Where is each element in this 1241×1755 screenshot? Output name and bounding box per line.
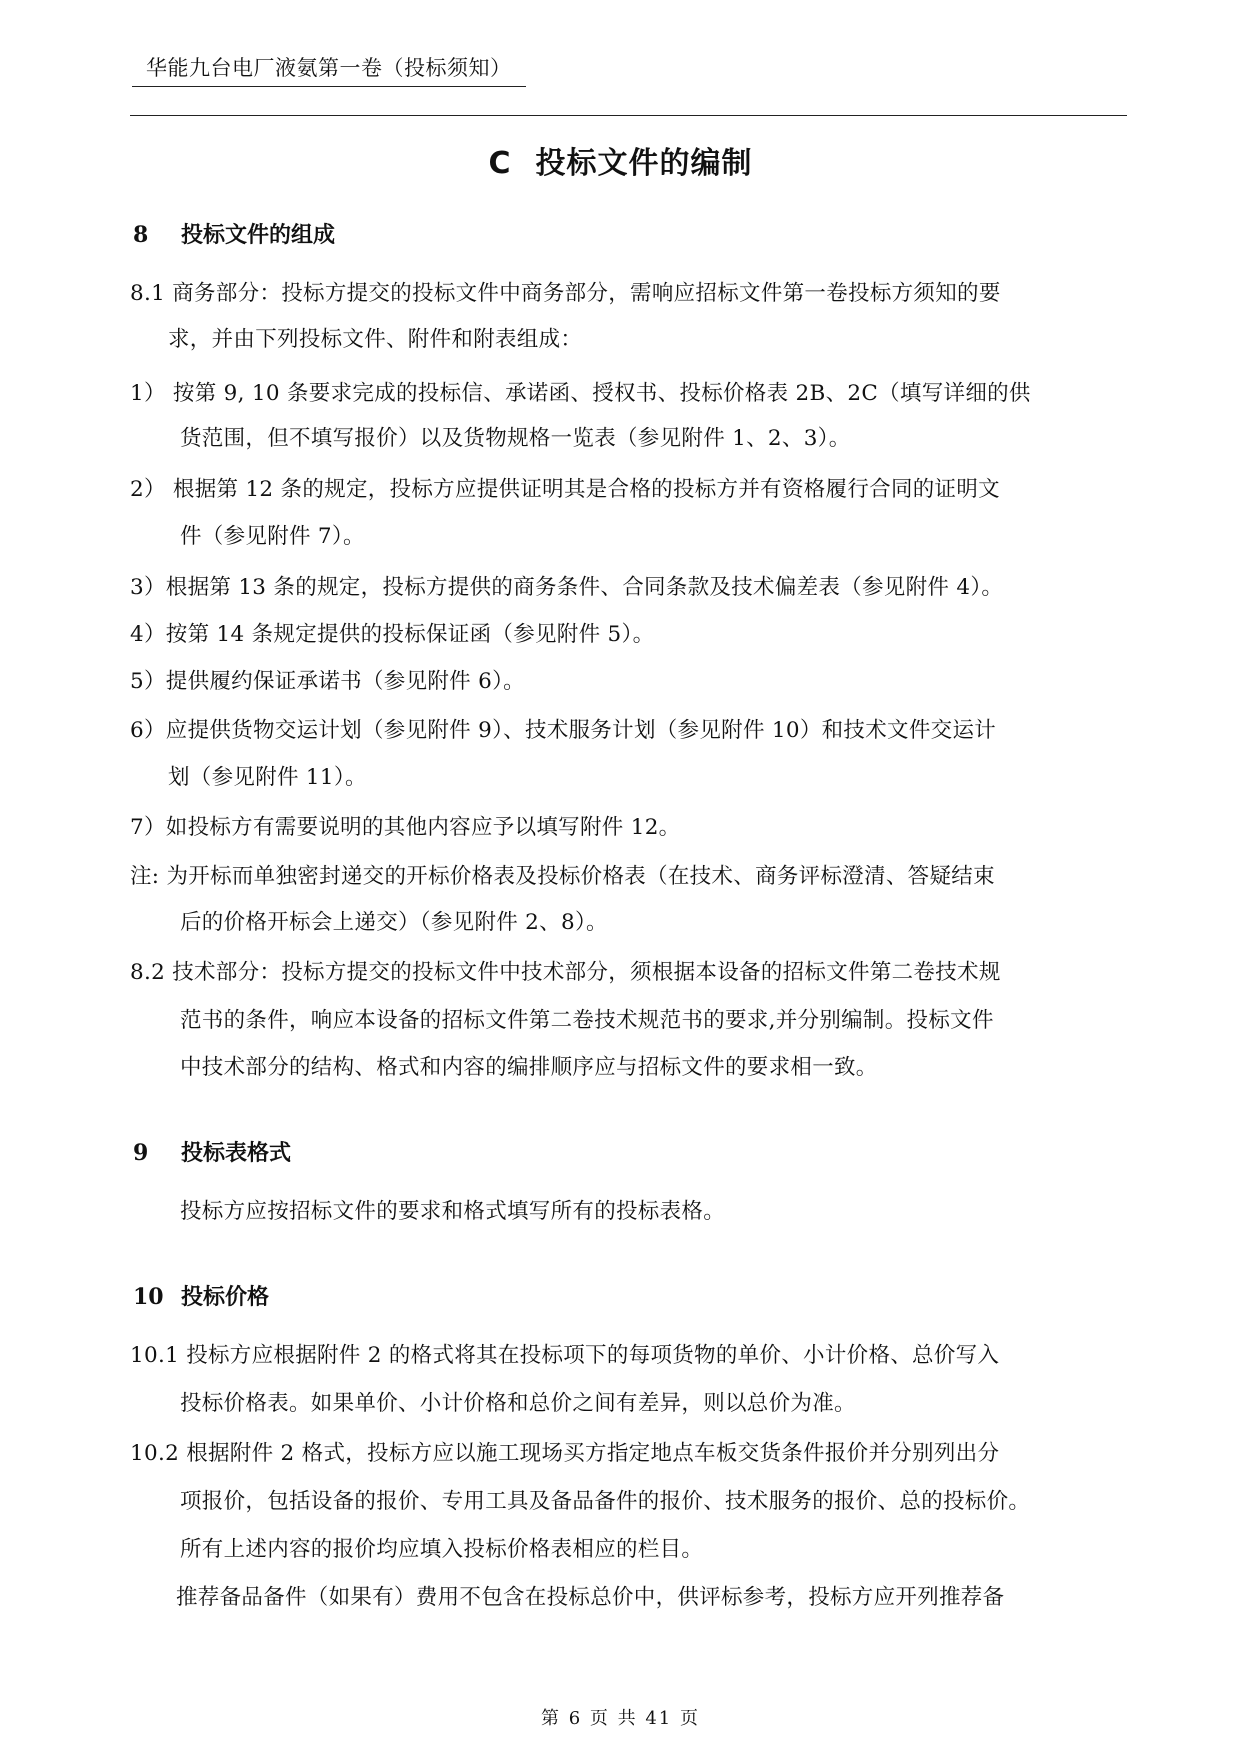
note-line: 注: 为开标而单独密封递交的开标价格表及投标价格表（在技术、商务评标澄清、答疑结束: [130, 864, 995, 889]
section-number: 8: [133, 222, 149, 248]
page-number: 第 6 页 共 41 页: [541, 1708, 700, 1729]
list-item-line: 件（参见附件 7）。: [180, 524, 365, 549]
paragraph-line: 推荐备品备件（如果有）费用不包含在投标总价中，供评标参考，投标方应开列推荐备: [176, 1585, 1005, 1610]
paragraph-line: 所有上述内容的报价均应填入投标价格表相应的栏目。: [180, 1537, 704, 1562]
section-heading-10: [133, 1280, 269, 1311]
paragraph-line: 范书的条件，响应本设备的招标文件第二卷技术规范书的要求,并分别编制。投标文件: [180, 1008, 994, 1033]
paragraph-line: 8.1 商务部分：投标方提交的投标文件中商务部分，需响应招标文件第一卷投标方须知的要: [130, 281, 1001, 306]
list-item-line: 划（参见附件 11）。: [168, 765, 367, 790]
running-header: 华能九台电厂液氨第一卷（投标须知）: [132, 52, 526, 87]
paragraph-line: 10.1 投标方应根据附件 2 的格式将其在投标项下的每项货物的单价、小计价格、总价写入: [130, 1343, 1000, 1368]
paragraph-line: 8.2 技术部分：投标方提交的投标文件中技术部分，须根据本设备的招标文件第二卷技术规: [130, 960, 1001, 985]
list-item-line: 5）提供履约保证承诺书（参见附件 6）。: [130, 669, 525, 694]
paragraph-line: 10.2 根据附件 2 格式，投标方应以施工现场买方指定地点车板交货条件报价并分别列出分: [130, 1441, 1000, 1466]
section-heading-9: [133, 1136, 291, 1167]
paragraph-line: 中技术部分的结构、格式和内容的编排顺序应与招标文件的要求相一致。: [180, 1055, 878, 1080]
list-item-line: 货范围，但不填写报价）以及货物规格一览表（参见附件 1、2、3）。: [180, 426, 851, 451]
paragraph-line: 投标方应按招标文件的要求和格式填写所有的投标表格。: [180, 1199, 726, 1224]
section-number: 9: [133, 1140, 149, 1166]
list-item-line: 6）应提供货物交运计划（参见附件 9）、技术服务计划（参见附件 10）和技术文件交运计: [130, 718, 997, 743]
section-heading-8: [133, 218, 335, 249]
paragraph-line: 求，并由下列投标文件、附件和附表组成：: [168, 327, 583, 352]
note-line: 后的价格开标会上递交）（参见附件 2、8）。: [180, 910, 608, 935]
chapter-title: [0, 138, 1241, 182]
list-item-line: 4）按第 14 条规定提供的投标保证函（参见附件 5）。: [130, 622, 655, 647]
list-item-line: 2） 根据第 12 条的规定，投标方应提供证明其是合格的投标方并有资格履行合同的证明文: [130, 477, 1000, 502]
section-title: 投标表格式: [181, 1140, 292, 1166]
section-title: 投标价格: [181, 1284, 270, 1310]
list-item-line: 1） 按第 9, 10 条要求完成的投标信、承诺函、授权书、投标价格表 2B、2C（填写详细的供: [130, 381, 1031, 406]
list-item-line: 3）根据第 13 条的规定，投标方提供的商务条件、合同条款及技术偏差表（参见附件 4）。: [130, 575, 1004, 600]
chapter-letter: C: [488, 146, 512, 181]
paragraph-line: 投标价格表。如果单价、小计价格和总价之间有差异，则以总价为准。: [180, 1391, 856, 1416]
header-rule: [130, 115, 1127, 116]
section-title: 投标文件的组成: [181, 222, 336, 248]
section-number: 10: [133, 1284, 164, 1310]
chapter-title-text: 投标文件的编制: [535, 146, 753, 181]
paragraph-line: 项报价，包括设备的报价、专用工具及备品备件的报价、技术服务的报价、总的投标价。: [180, 1489, 1031, 1514]
list-item-line: 7）如投标方有需要说明的其他内容应予以填写附件 12。: [130, 815, 681, 840]
